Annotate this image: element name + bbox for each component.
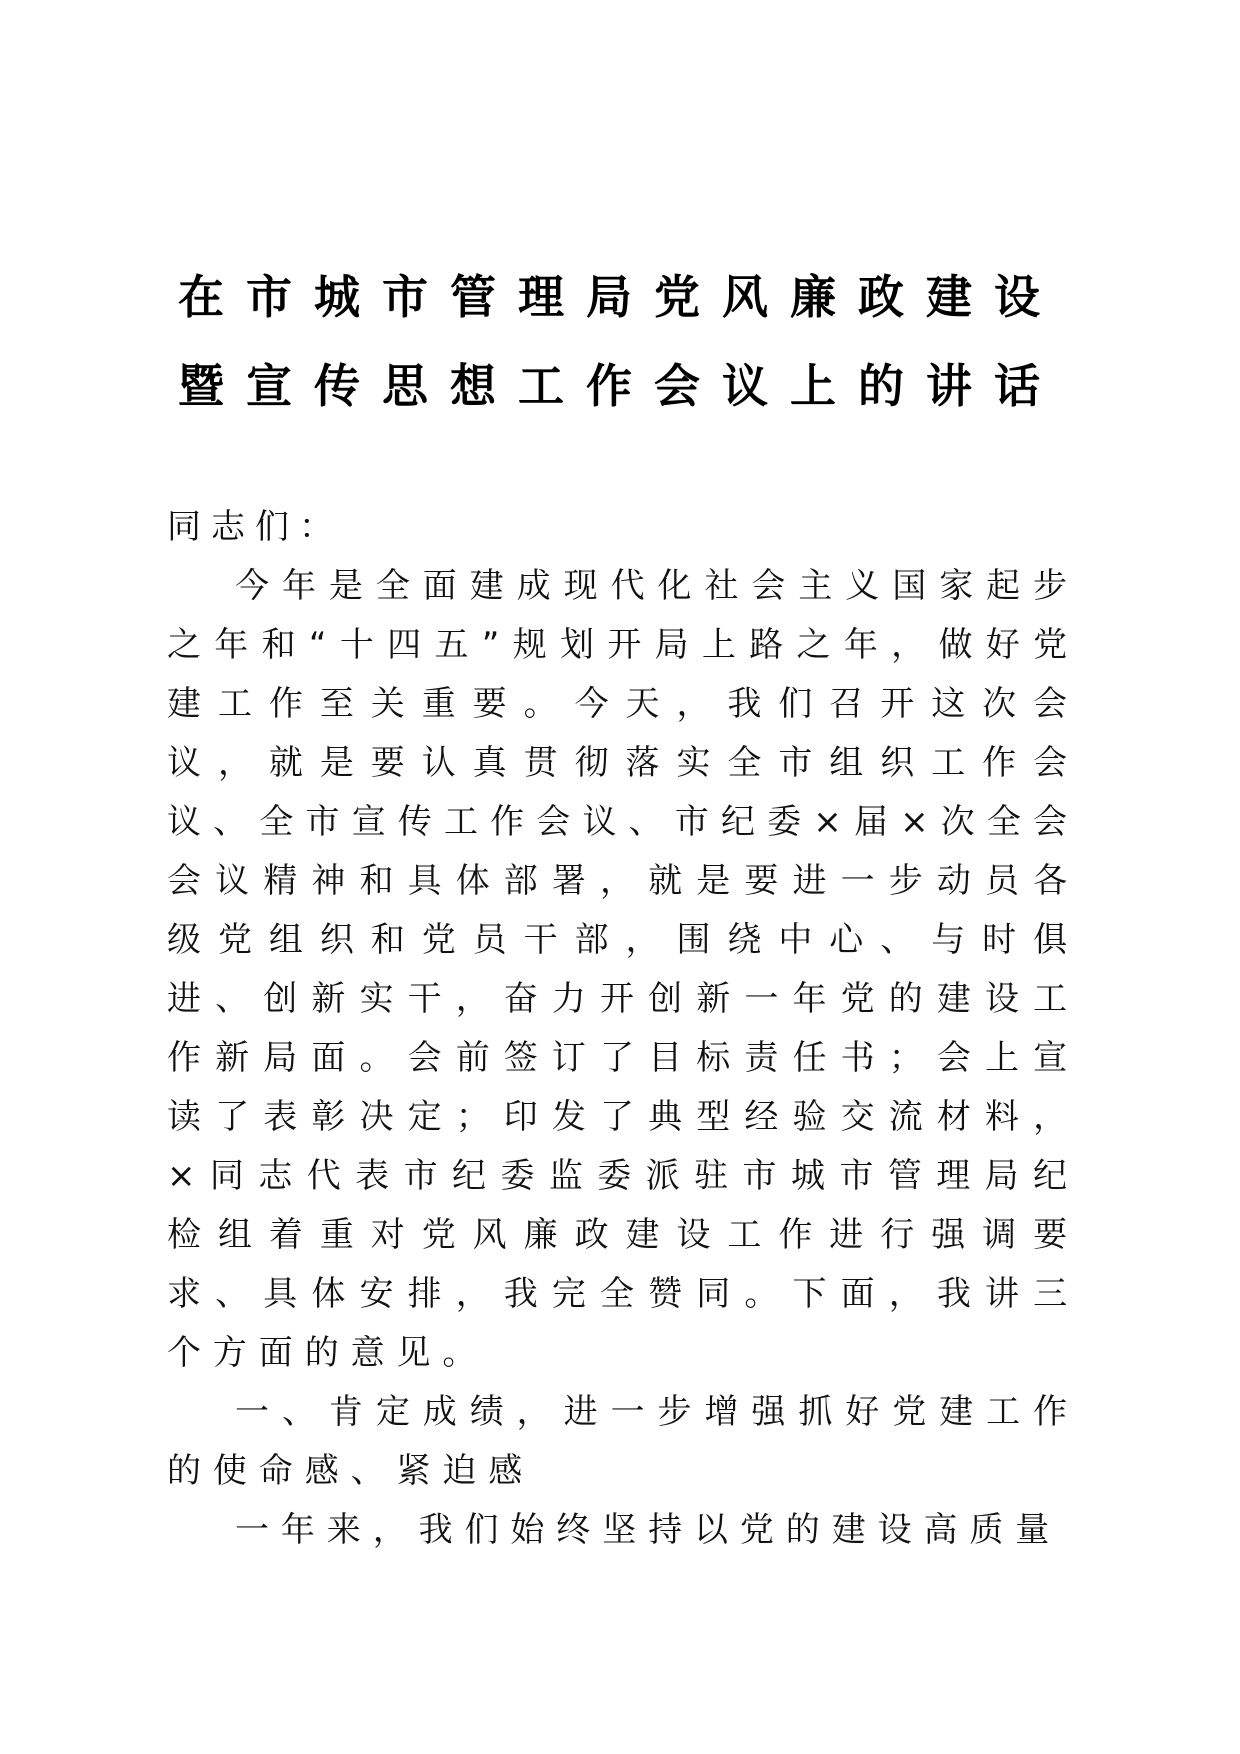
salutation: 同志们： bbox=[167, 507, 343, 547]
section-heading-1: 一、肯定成绩，进一步增强抓好党建工作的使命感、紧迫感 bbox=[167, 1392, 1079, 1491]
speech-body bbox=[167, 498, 1079, 1560]
paragraph-section-1: 一年来，我们始终坚持以党的建设高质量 bbox=[235, 1510, 1062, 1550]
document-title-line-1: 在市城市管理局党风廉政建设 bbox=[178, 270, 1062, 324]
paragraph-opening: 今年是全面建成现代化社会主义国家起步之年和“十四五”规划开局上路之年，做好党建工作至关重要。今天，我们召开这次会议，就是要认真贯彻落实全市组织工作会议、全市宣传工作会议、市纪委×届×次全会会议精神和具体部署，就是要进一步动员各级党组织和党员干部，围绕中心、与时俱进、创新实干，奋力开创新一年党的建设工作新局面。会前签订了目标责任书；会上宣读了表彰决定；印发了典型经验交流材料，×同志代表市纪委监委派驻市城市管理局纪检组着重对党风廉政建设工作进行强调要求、具体安排，我完全赞同。下面，我讲三个方面的意见。 bbox=[167, 566, 1079, 1373]
document-title-line-2: 暨宣传思想工作会议上的讲话 bbox=[178, 359, 1062, 413]
